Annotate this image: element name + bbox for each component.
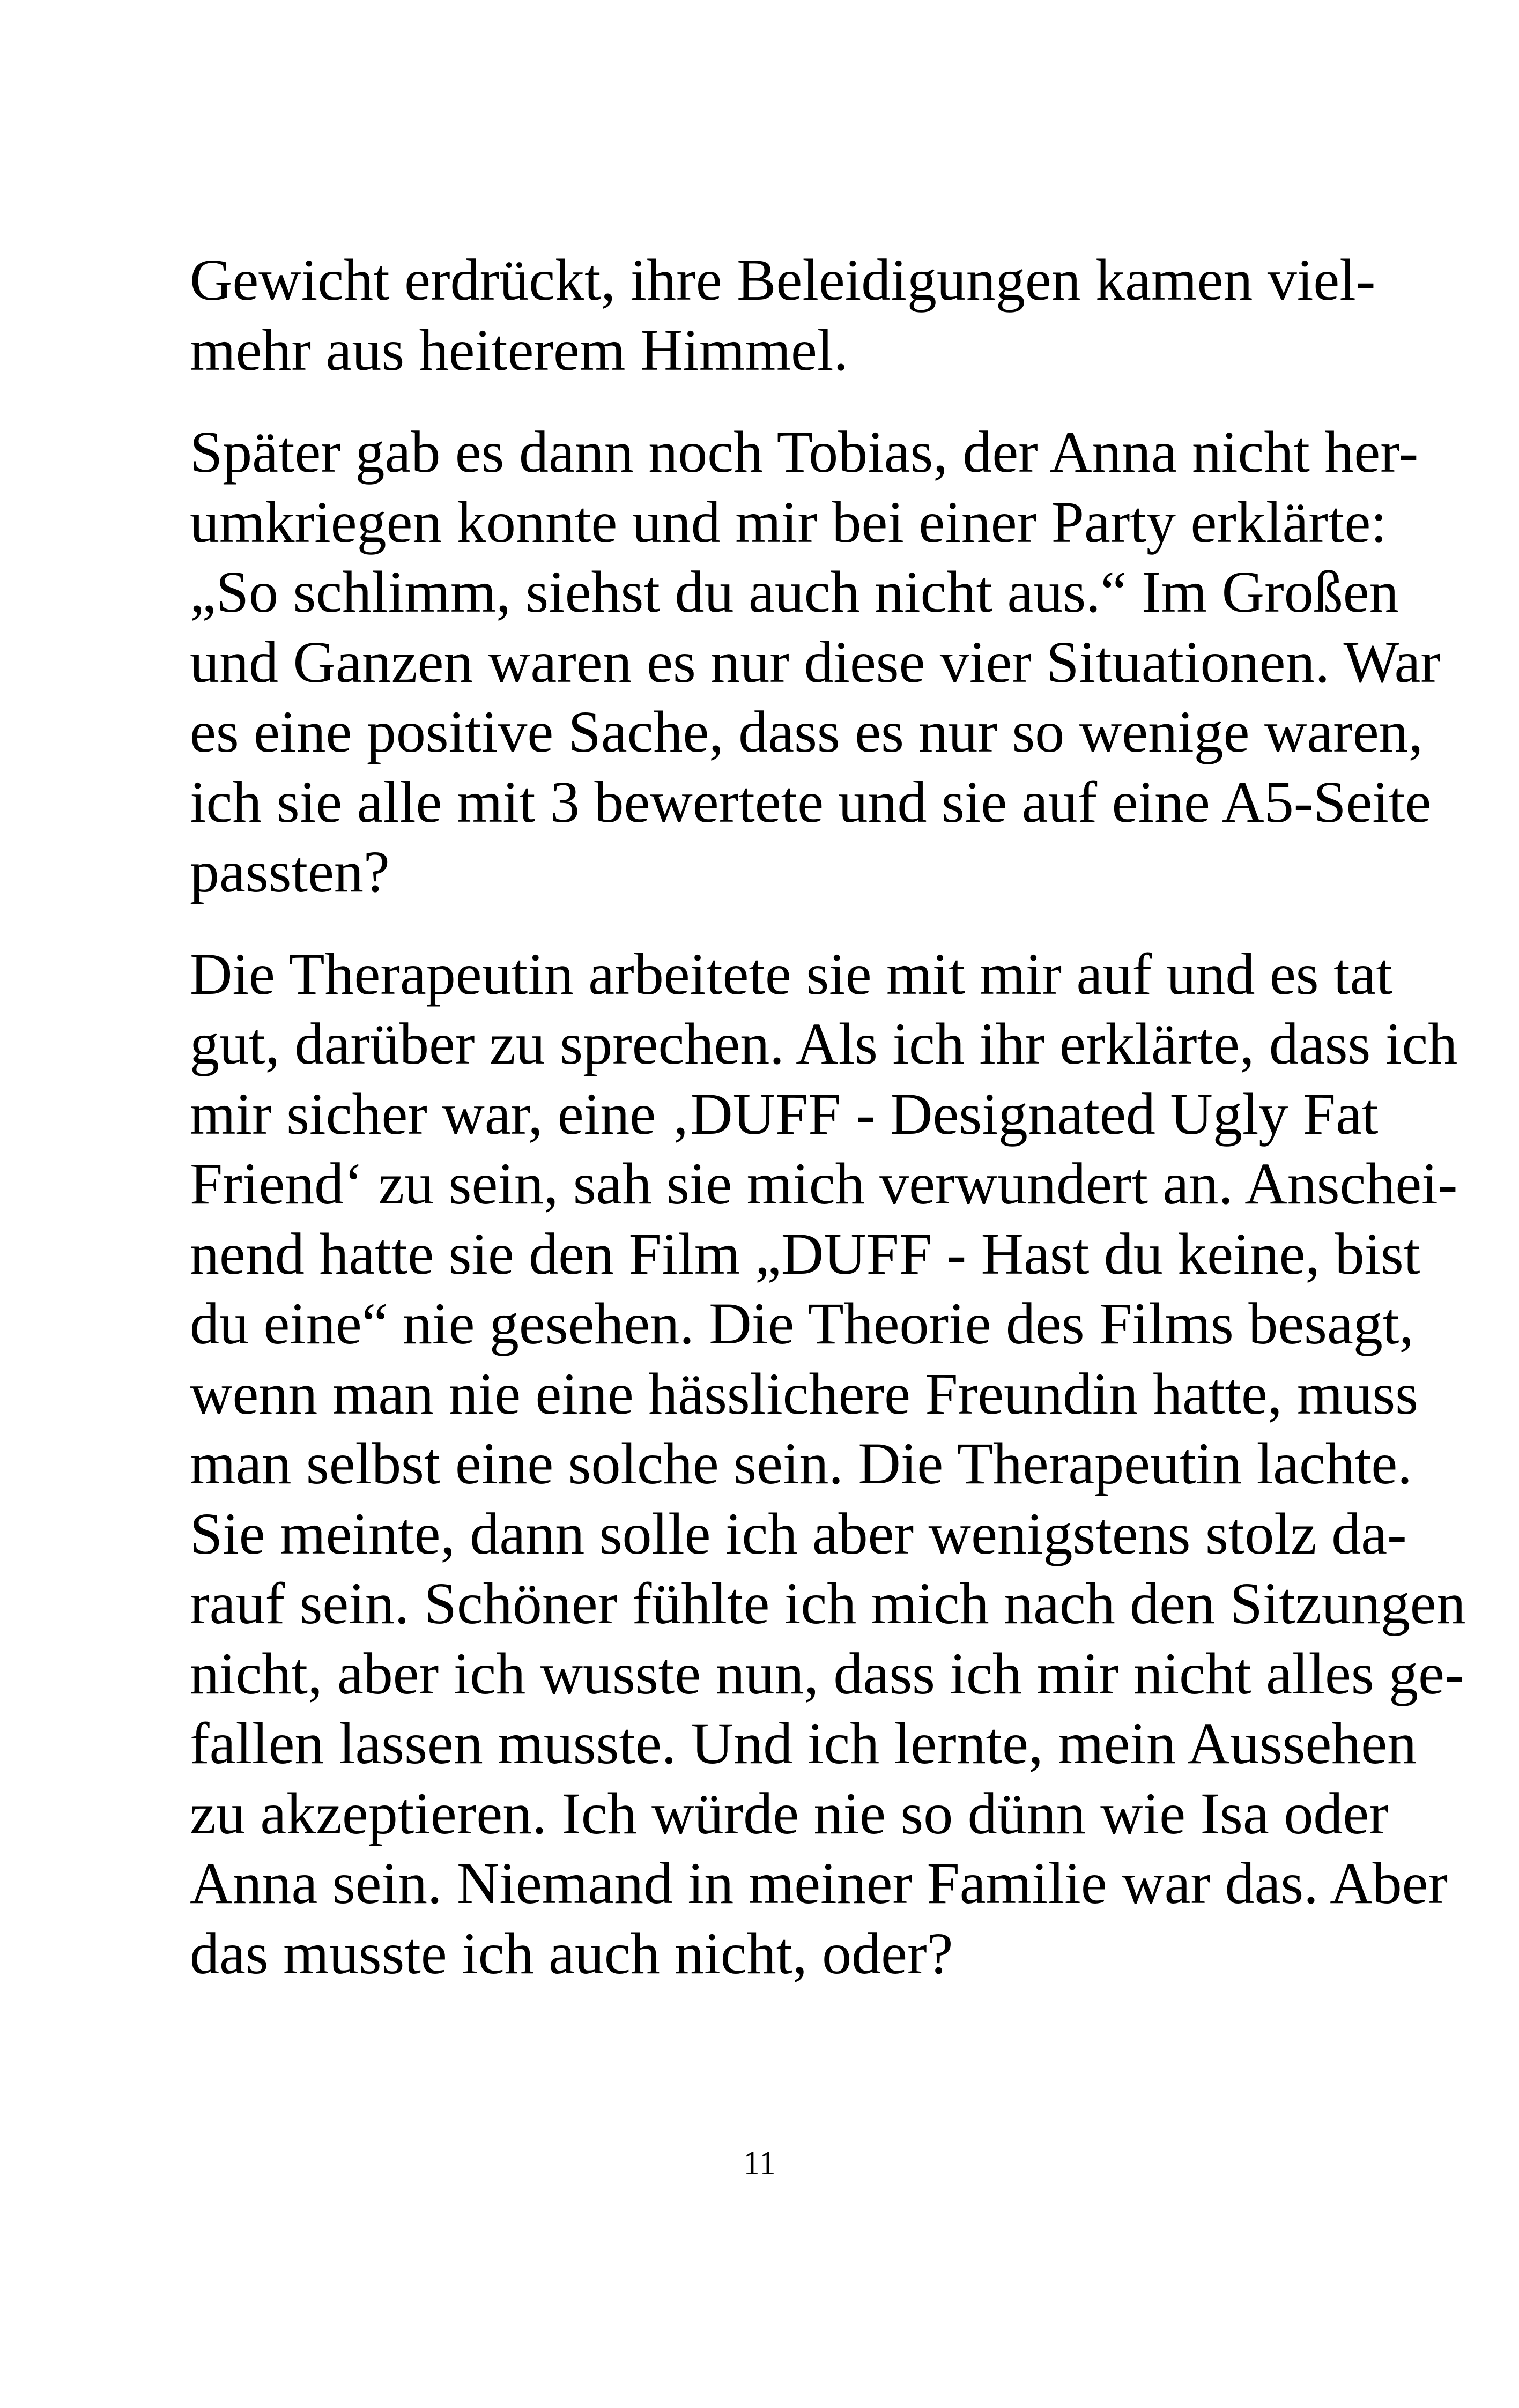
text-line: mir sicher war, eine ‚DUFF - Designated Ugly Fat <box>190 1081 1379 1147</box>
text-line: nend hatte sie den Film „DUFF - Hast du keine, bist <box>190 1221 1420 1287</box>
text-line: und Ganzen waren es nur diese vier Situationen. War <box>190 629 1440 695</box>
text-line: es eine positive Sache, dass es nur so wenige waren, <box>190 699 1424 764</box>
text-line: Sie meinte, dann solle ich aber wenigstens stolz da- <box>190 1500 1407 1566</box>
paragraph-1 <box>190 245 1376 385</box>
body-text <box>190 245 1466 1988</box>
text-line: nicht, aber ich wusste nun, dass ich mir nicht alles ge- <box>190 1640 1464 1706</box>
paragraph-spacer <box>190 385 1317 417</box>
text-line: umkriegen konnte und mir bei einer Party erklärte: <box>190 489 1387 555</box>
paragraph-2 <box>190 417 1440 907</box>
text-line: gut, darüber zu sprechen. Als ich ihr erklärte, dass ich <box>190 1011 1458 1076</box>
text-line: fallen lassen musste. Und ich lernte, mein Aussehen <box>190 1711 1417 1776</box>
text-line: zu akzeptieren. Ich würde nie so dünn wie Isa oder <box>190 1780 1389 1846</box>
text-line: ich sie alle mit 3 bewertete und sie auf eine A5-Seite <box>190 769 1432 835</box>
paragraph-3 <box>190 939 1466 1989</box>
text-line: das musste ich auch nicht, oder? <box>190 1920 953 1986</box>
paragraph-spacer <box>190 907 1317 939</box>
text-line: „So schlimm, siehst du auch nicht aus.“ Im Großen <box>190 559 1399 625</box>
text-line: wenn man nie eine hässlichere Freundin hatte, muss <box>190 1361 1419 1426</box>
text-line: man selbst eine solche sein. Die Therapeutin lachte. <box>190 1431 1412 1496</box>
text-line: Die Therapeutin arbeitete sie mit mir auf und es tat <box>190 941 1393 1007</box>
text-line: Später gab es dann noch Tobias, der Anna nicht her- <box>190 419 1419 485</box>
text-line: du eine“ nie gesehen. Die Theorie des Films besagt, <box>190 1291 1414 1356</box>
text-line: Friend‘ zu sein, sah sie mich verwundert an. Anschei- <box>190 1151 1458 1216</box>
text-line: Anna sein. Niemand in meiner Familie war das. Aber <box>190 1850 1448 1916</box>
text-line: Gewicht erdrückt, ihre Beleidigungen kamen viel- <box>190 247 1376 313</box>
text-line: rauf sein. Schöner fühlte ich mich nach den Sitzungen <box>190 1571 1466 1636</box>
page-number: 11 <box>743 2144 776 2182</box>
text-line: mehr aus heiterem Himmel. <box>190 317 848 383</box>
text-line: passten? <box>190 839 390 904</box>
